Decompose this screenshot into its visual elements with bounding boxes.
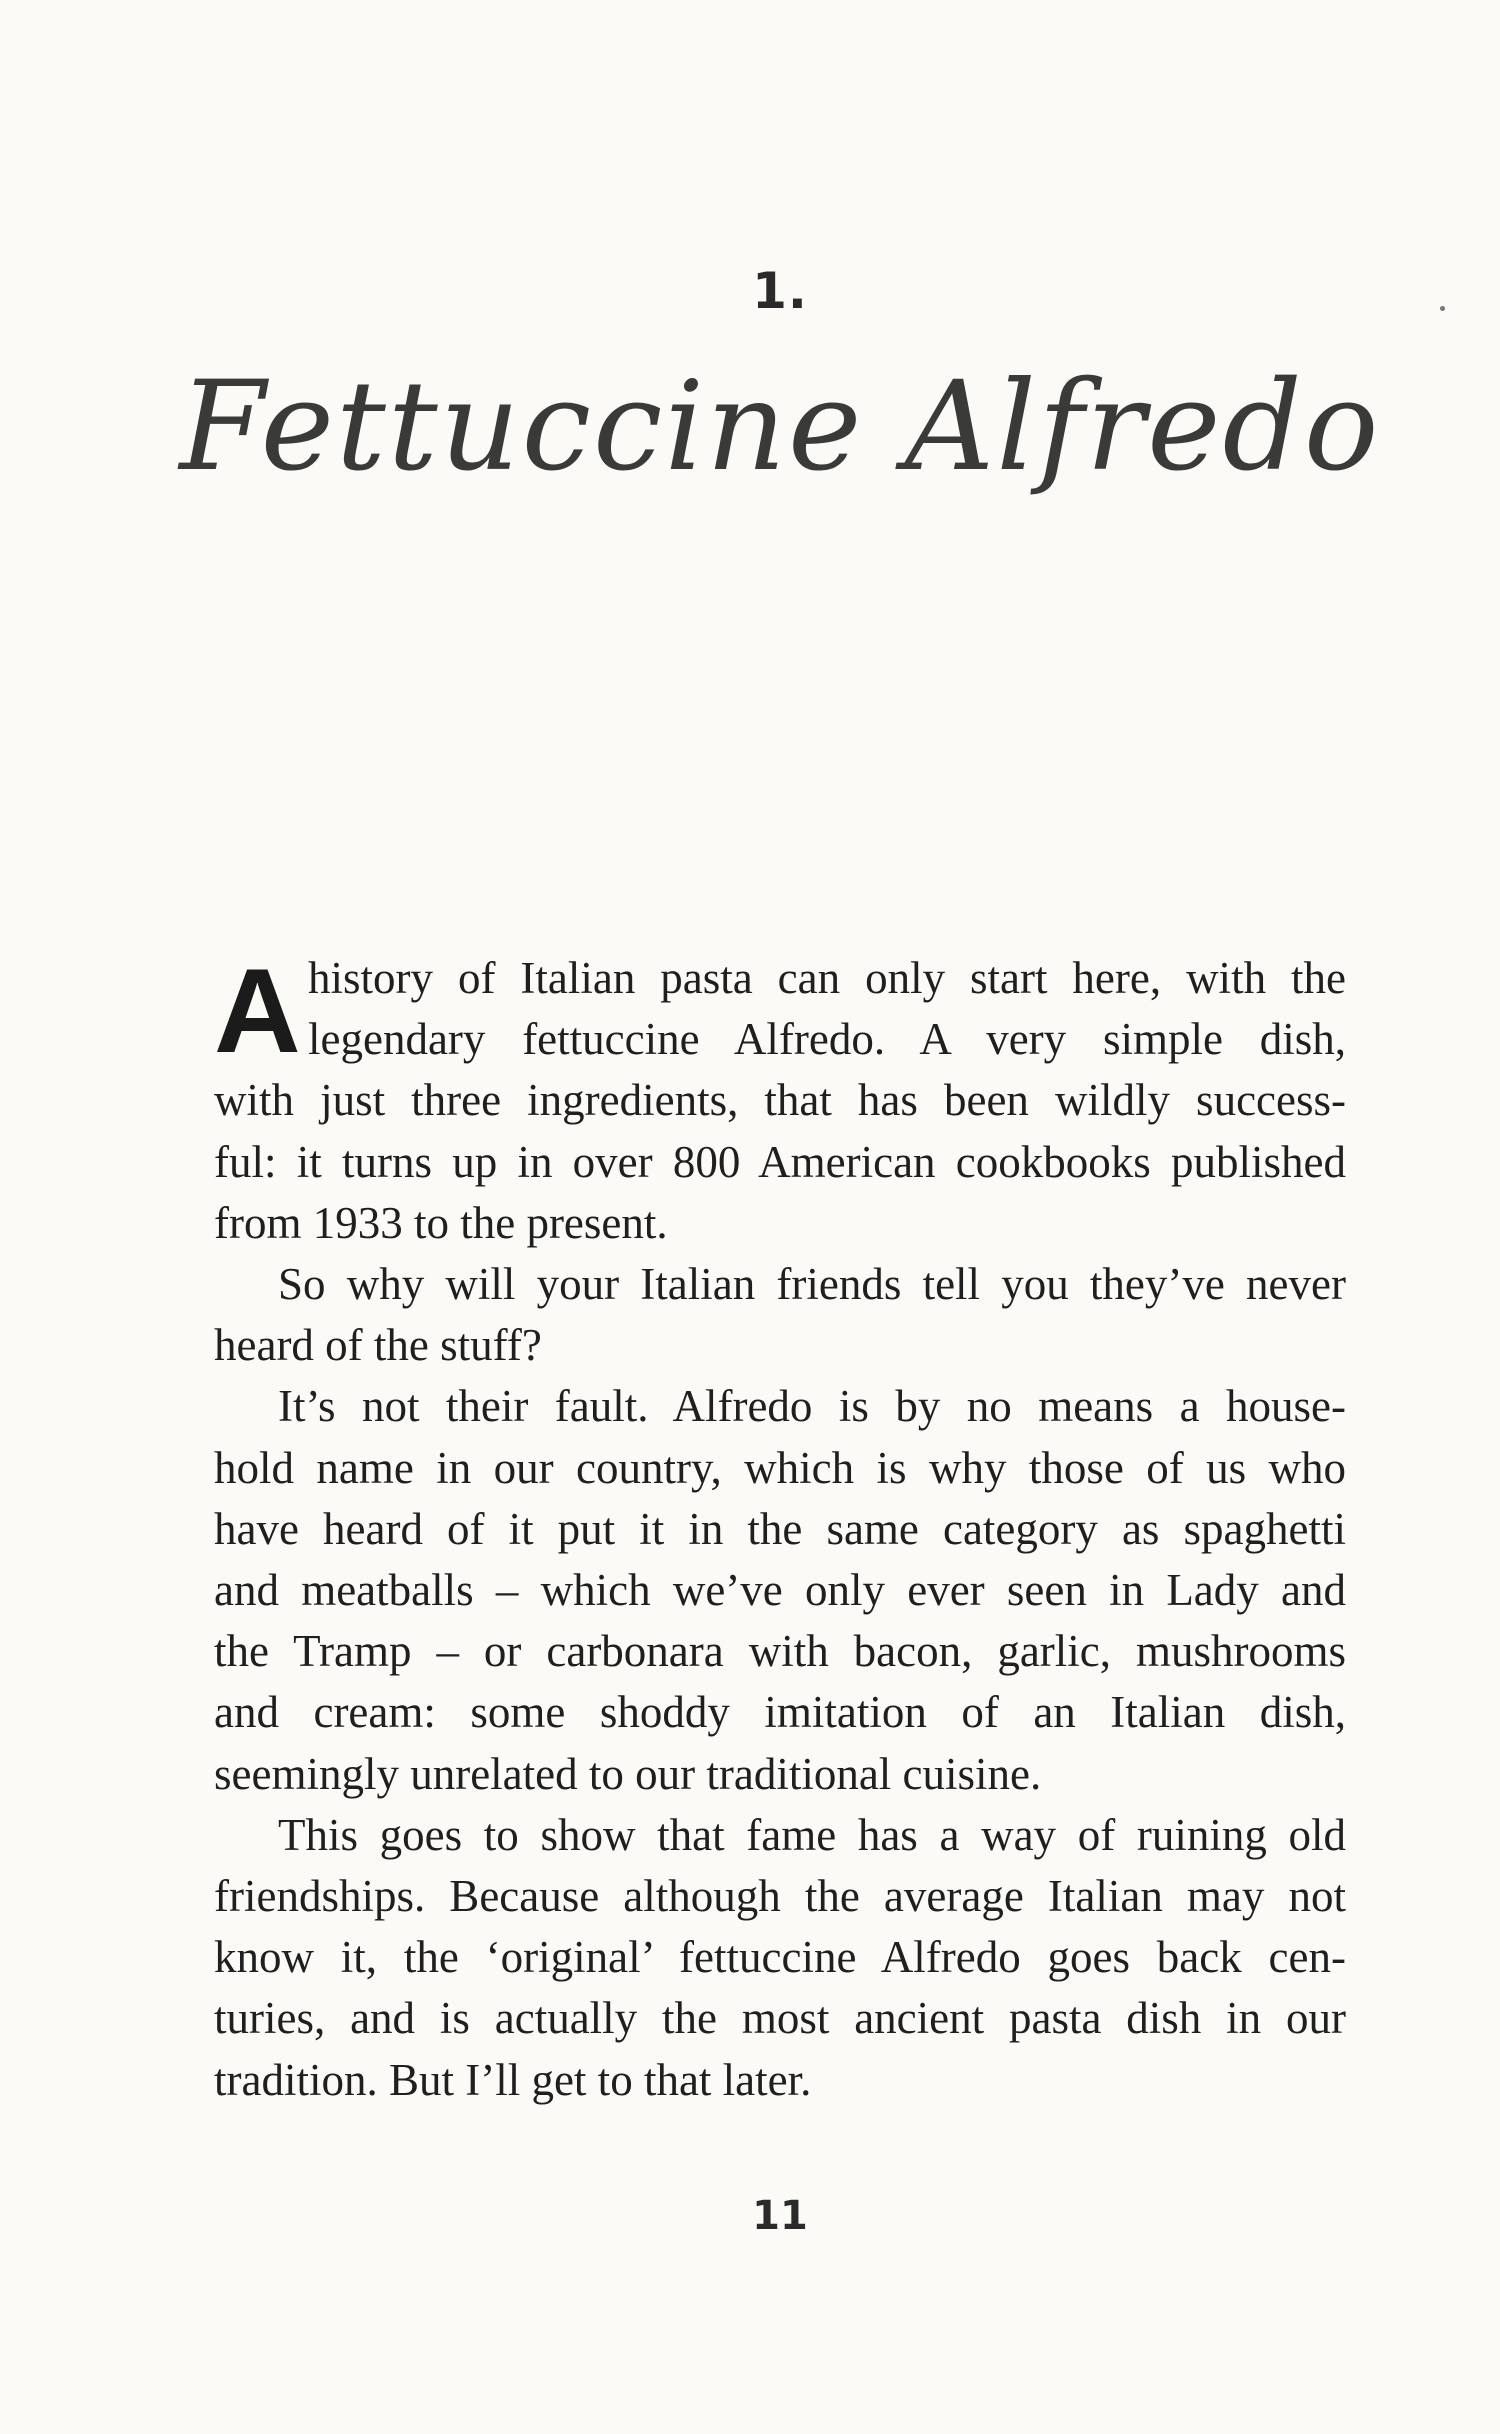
text-line: know it, the ‘original’ fettuccine Alfredo goes back cen- [214,1932,1346,1983]
text-line: with just three ingredients, that has been wildly success- [214,1075,1346,1126]
page-number: 11 [752,2193,808,2239]
text-line: turies, and is actually the most ancient pasta dish in our [214,1993,1346,2044]
text-line: and meatballs – which we’ve only ever seen in Lady and [214,1565,1346,1616]
text-line: ful: it turns up in over 800 American cookbooks published [214,1136,1346,1187]
drop-cap: A [214,944,301,1078]
text-line: from 1933 to the present. [214,1197,668,1248]
text-line: legendary fettuccine Alfredo. A very simple dish, [308,1014,1346,1065]
text-line: tradition. But I’ll get to that later. [214,2054,812,2105]
text-line: So why will your Italian friends tell you they’ve never [278,1259,1346,1310]
text-line: have heard of it put it in the same category as spaghetti [214,1503,1346,1554]
text-line: seemingly unrelated to our traditional cuisine. [214,1748,1042,1799]
chapter-title: Fettuccine Alfredo [179,355,1381,499]
paragraph-4 [214,1805,1346,2111]
text-line: the Tramp – or carbonara with bacon, garlic, mushrooms [214,1626,1346,1677]
text-line: It’s not their fault. Alfredo is by no means a house- [278,1381,1346,1432]
text-line: hold name in our country, which is why those of us who [214,1442,1346,1493]
text-line: friendships. Because although the average Italian may not [214,1871,1346,1922]
paragraph-1 [214,944,1346,1254]
body-text [214,944,1346,2111]
paragraph-2 [214,1254,1346,1376]
text-line: and cream: some shoddy imitation of an Italian dish, [214,1687,1346,1738]
chapter-number: 1. [752,262,808,320]
text-line: heard of the stuff? [214,1320,542,1371]
paragraph-3 [214,1376,1346,1804]
text-line: history of Italian pasta can only start here, with the [308,953,1346,1003]
text-line: This goes to show that fame has a way of ruining old [278,1809,1346,1860]
